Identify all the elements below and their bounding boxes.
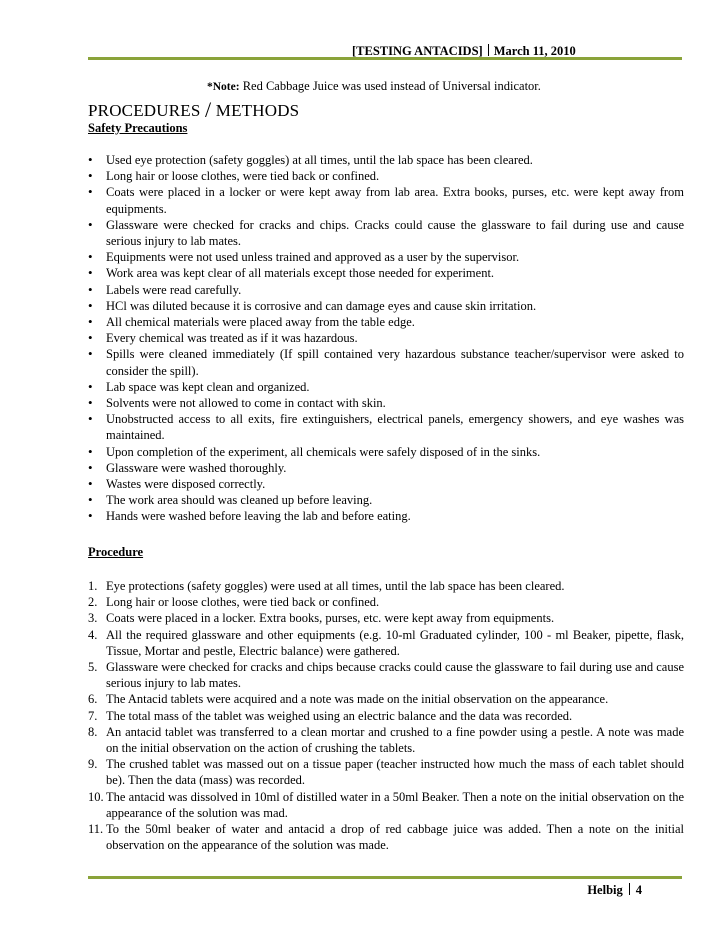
step-number: 7.	[88, 708, 98, 723]
list-item	[88, 578, 684, 594]
page-header	[88, 42, 682, 60]
section-title	[88, 97, 299, 123]
list-item: • Wastes were disposed correctly.	[88, 476, 684, 492]
header-title: [TESTING ANTACIDS]	[352, 44, 483, 58]
list-item: • Glassware were checked for cracks and chips. Cracks could cause the glassware to fail during use and cause serious injury to lab mates.	[88, 217, 684, 249]
list-item: • All chemical materials were placed away from the table edge.	[88, 314, 684, 330]
list-item: • Work area was kept clear of all materials except those needed for experiment.	[88, 265, 684, 281]
step-text: All the required glassware and other equipments (e.g. 10-ml Graduated cylinder, 100 - ml Beaker, pipette, flask, Tissue, Mortar and pestle, Electric balance) were gathered.	[106, 627, 684, 658]
note-label: *Note:	[207, 81, 240, 93]
list-item: • Lab space was kept clean and organized.	[88, 379, 684, 395]
list-item: • Solvents were not allowed to come in contact with skin.	[88, 395, 684, 411]
list-item: • Equipments were not used unless trained and approved as a user by the supervisor.	[88, 249, 684, 265]
section-title-part1: PROCEDURES	[88, 101, 201, 120]
list-item: • Used eye protection (safety goggles) at all times, until the lab space has been cleared.	[88, 152, 684, 168]
step-text: The crushed tablet was massed out on a tissue paper (teacher instructed how much the mass of each tablet should be). Then the data (mass) was recorded.	[106, 757, 684, 788]
safety-list	[88, 152, 684, 525]
list-item	[88, 659, 684, 691]
list-item: • Glassware were washed thoroughly.	[88, 460, 684, 476]
step-number: 11.	[88, 822, 104, 837]
list-item	[88, 610, 684, 626]
list-item	[88, 821, 684, 853]
list-item: • Labels were read carefully.	[88, 282, 684, 298]
step-number: 9.	[88, 757, 98, 772]
note-text: Red Cabbage Juice was used instead of Universal indicator.	[242, 79, 541, 93]
list-item: • Hands were washed before leaving the lab and before eating.	[88, 508, 684, 524]
list-item: • Every chemical was treated as if it was hazardous.	[88, 330, 684, 346]
procedure-list	[88, 578, 684, 853]
procedure-heading: Procedure	[88, 545, 144, 559]
footer-author: Helbig	[587, 883, 623, 897]
header-date: March 11, 2010	[493, 44, 576, 58]
step-number: 4.	[88, 627, 98, 642]
step-number: 10.	[88, 789, 104, 804]
section-title-part2: METHODS	[215, 101, 300, 120]
step-number: 1.	[88, 579, 98, 593]
step-number: 3.	[88, 611, 98, 626]
list-item: • Unobstructed access to all exits, fire extinguishers, electrical panels, emergency showers, and eye washes was maintained.	[88, 411, 684, 443]
page-number: 4	[635, 883, 642, 897]
list-item: • Spills were cleaned immediately (If spill contained very hazardous substance teacher/supervisor were asked to consider the spill).	[88, 346, 684, 378]
step-text: An antacid tablet was transferred to a clean mortar and crushed to a fine powder using a pestle. A note was made on the initial observation on the action of crushing the tablets.	[106, 724, 684, 756]
step-number: 8.	[88, 724, 98, 739]
section-title-slash: /	[204, 97, 212, 122]
list-item	[88, 708, 684, 724]
list-item: • Coats were placed in a locker or were kept away from lab area. Extra books, purses, etc. were kept away from equipments.	[88, 184, 684, 216]
list-item	[88, 789, 684, 821]
list-item	[88, 627, 684, 659]
note	[207, 79, 541, 94]
list-item: • Long hair or loose clothes, were tied back or confined.	[88, 168, 684, 184]
step-text: Coats were placed in a locker. Extra books, purses, etc. were kept away from equipments.	[106, 611, 555, 626]
list-item	[88, 756, 684, 788]
header-text	[352, 44, 576, 59]
footer-separator	[629, 883, 630, 895]
list-item: • Upon completion of the experiment, all chemicals were safely disposed of in the sinks.	[88, 444, 684, 460]
step-number: 2.	[88, 595, 98, 610]
step-number: 6.	[88, 692, 98, 707]
step-text: To the 50ml beaker of water and antacid a drop of red cabbage juice was added. Then a note on the initial observation on the appearance of the solution was made.	[106, 822, 684, 853]
step-text: Eye protections (safety goggles) were used at all times, until the lab space has been cleared.	[106, 579, 565, 593]
page-footer	[88, 876, 682, 896]
list-item: • HCl was diluted because it is corrosive and can damage eyes and cause skin irritation.	[88, 298, 684, 314]
footer-text	[587, 883, 642, 898]
list-item: • The work area should was cleaned up before leaving.	[88, 492, 684, 508]
header-separator	[488, 44, 489, 56]
step-number: 5.	[88, 660, 98, 675]
step-text: The Antacid tablets were acquired and a note was made on the initial observation on the appearance.	[106, 692, 609, 707]
step-text: Long hair or loose clothes, were tied back or confined.	[106, 595, 380, 610]
safety-heading: Safety Precautions	[88, 121, 188, 135]
step-text: The total mass of the tablet was weighed using an electric balance and the data was recorded.	[106, 708, 573, 723]
list-item	[88, 724, 684, 756]
step-text: Glassware were checked for cracks and chips because cracks could cause the glassware to fail during use and cause serious injury to lab mates.	[106, 660, 684, 691]
list-item	[88, 691, 684, 707]
list-item	[88, 594, 684, 610]
step-text: The antacid was dissolved in 10ml of distilled water in a 50ml Beaker. Then a note on the initial observation on the appearance of the solution was mad.	[106, 789, 684, 820]
